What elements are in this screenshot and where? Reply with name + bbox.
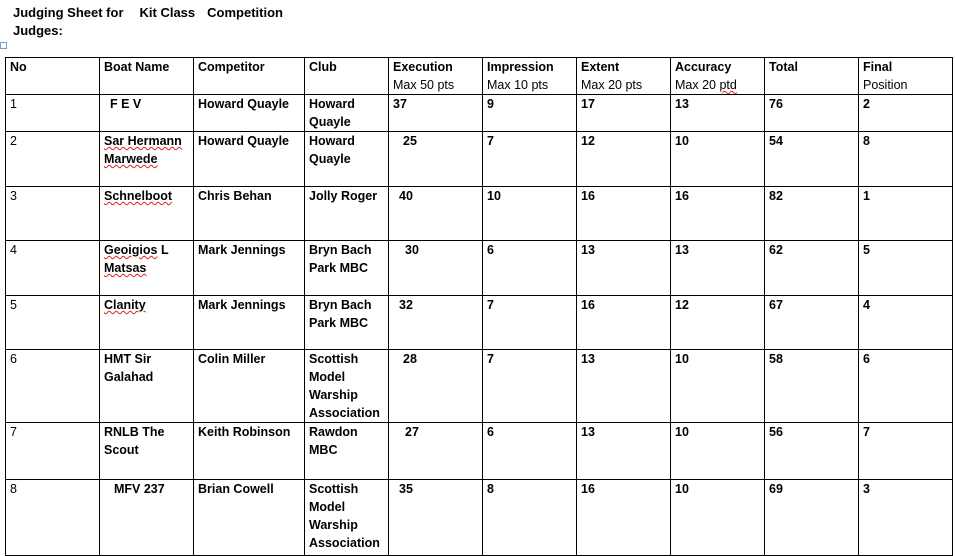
cell-boat: HMT Sir Galahad (100, 350, 194, 423)
cell-extent: 16 (577, 296, 671, 350)
cell-club: Scottish Model Warship Association (305, 480, 389, 556)
cell-accuracy: 10 (671, 350, 765, 423)
cell-no: 2 (6, 132, 100, 187)
cell-boat: RNLB The Scout (100, 423, 194, 480)
cell-execution: 25 (389, 132, 483, 187)
cell-extent: 13 (577, 241, 671, 296)
table-row (6, 296, 953, 350)
table-row (6, 423, 953, 480)
cell-execution: 40 (389, 187, 483, 241)
cell-total: 67 (765, 296, 859, 350)
cell-position: 5 (859, 241, 953, 296)
cell-no: 3 (6, 187, 100, 241)
cell-no: 5 (6, 296, 100, 350)
header-line-1 (13, 4, 283, 22)
cell-boat: F E V (100, 95, 194, 132)
cell-competitor: Brian Cowell (194, 480, 305, 556)
cell-impression: 10 (483, 187, 577, 241)
header-title: Judging Sheet for (13, 5, 124, 20)
cell-no: 4 (6, 241, 100, 296)
cell-competitor: Howard Quayle (194, 132, 305, 187)
cell-no: 8 (6, 480, 100, 556)
cell-no: 7 (6, 423, 100, 480)
cell-execution: 37 (389, 95, 483, 132)
table-row (6, 350, 953, 423)
cell-club: Jolly Roger (305, 187, 389, 241)
cell-extent: 13 (577, 423, 671, 480)
cell-extent: 16 (577, 480, 671, 556)
cell-position: 3 (859, 480, 953, 556)
col-header-club: Club (305, 58, 389, 95)
cell-position: 1 (859, 187, 953, 241)
cell-competitor: Mark Jennings (194, 241, 305, 296)
judging-table (5, 57, 953, 556)
table-row (6, 480, 953, 556)
cell-accuracy: 12 (671, 296, 765, 350)
cell-impression: 7 (483, 296, 577, 350)
header-judges: Judges: (13, 23, 63, 38)
cell-execution: 32 (389, 296, 483, 350)
cell-club: Rawdon MBC (305, 423, 389, 480)
cell-competitor: Howard Quayle (194, 95, 305, 132)
cell-club: Howard Quayle (305, 132, 389, 187)
col-header-final: Final Position (859, 58, 953, 95)
cell-competitor: Chris Behan (194, 187, 305, 241)
cell-accuracy: 10 (671, 132, 765, 187)
table-move-handle[interactable] (0, 42, 7, 49)
cell-boat: Sar Hermann Marwede (100, 132, 194, 187)
header-class: Kit Class (139, 5, 196, 20)
cell-total: 62 (765, 241, 859, 296)
cell-total: 69 (765, 480, 859, 556)
cell-extent: 17 (577, 95, 671, 132)
cell-execution: 30 (389, 241, 483, 296)
col-header-total: Total (765, 58, 859, 95)
cell-club: Bryn Bach Park MBC (305, 241, 389, 296)
cell-accuracy: 16 (671, 187, 765, 241)
cell-accuracy: 10 (671, 423, 765, 480)
cell-boat: Schnelboot (100, 187, 194, 241)
cell-boat: MFV 237 (100, 480, 194, 556)
cell-impression: 7 (483, 350, 577, 423)
cell-club: Bryn Bach Park MBC (305, 296, 389, 350)
col-header-extent: Extent Max 20 pts (577, 58, 671, 95)
cell-impression: 6 (483, 241, 577, 296)
cell-impression: 7 (483, 132, 577, 187)
cell-total: 76 (765, 95, 859, 132)
cell-extent: 12 (577, 132, 671, 187)
cell-club: Howard Quayle (305, 95, 389, 132)
sheet-header (13, 4, 283, 40)
cell-competitor: Keith Robinson (194, 423, 305, 480)
cell-position: 6 (859, 350, 953, 423)
cell-execution: 27 (389, 423, 483, 480)
cell-accuracy: 13 (671, 241, 765, 296)
cell-impression: 9 (483, 95, 577, 132)
header-row (6, 58, 953, 95)
cell-extent: 13 (577, 350, 671, 423)
table-row (6, 187, 953, 241)
table-row (6, 241, 953, 296)
cell-accuracy: 10 (671, 480, 765, 556)
cell-boat: Geoigios L Matsas (100, 241, 194, 296)
cell-competitor: Mark Jennings (194, 296, 305, 350)
cell-no: 1 (6, 95, 100, 132)
cell-extent: 16 (577, 187, 671, 241)
cell-impression: 8 (483, 480, 577, 556)
cell-execution: 28 (389, 350, 483, 423)
table-row (6, 95, 953, 132)
cell-position: 4 (859, 296, 953, 350)
cell-position: 8 (859, 132, 953, 187)
col-header-no: No (6, 58, 100, 95)
cell-club: Scottish Model Warship Association (305, 350, 389, 423)
col-header-execution: Execution Max 50 pts (389, 58, 483, 95)
col-header-boat: Boat Name (100, 58, 194, 95)
cell-competitor: Colin Miller (194, 350, 305, 423)
cell-total: 58 (765, 350, 859, 423)
header-competition: Competition (207, 5, 283, 20)
cell-execution: 35 (389, 480, 483, 556)
cell-position: 7 (859, 423, 953, 480)
cell-impression: 6 (483, 423, 577, 480)
cell-accuracy: 13 (671, 95, 765, 132)
cell-total: 82 (765, 187, 859, 241)
cell-total: 54 (765, 132, 859, 187)
table-row (6, 132, 953, 187)
cell-total: 56 (765, 423, 859, 480)
col-header-accuracy: Accuracy Max 20 ptd (671, 58, 765, 95)
cell-position: 2 (859, 95, 953, 132)
cell-no: 6 (6, 350, 100, 423)
cell-boat: Clanity (100, 296, 194, 350)
col-header-impression: Impression Max 10 pts (483, 58, 577, 95)
col-header-competitor: Competitor (194, 58, 305, 95)
